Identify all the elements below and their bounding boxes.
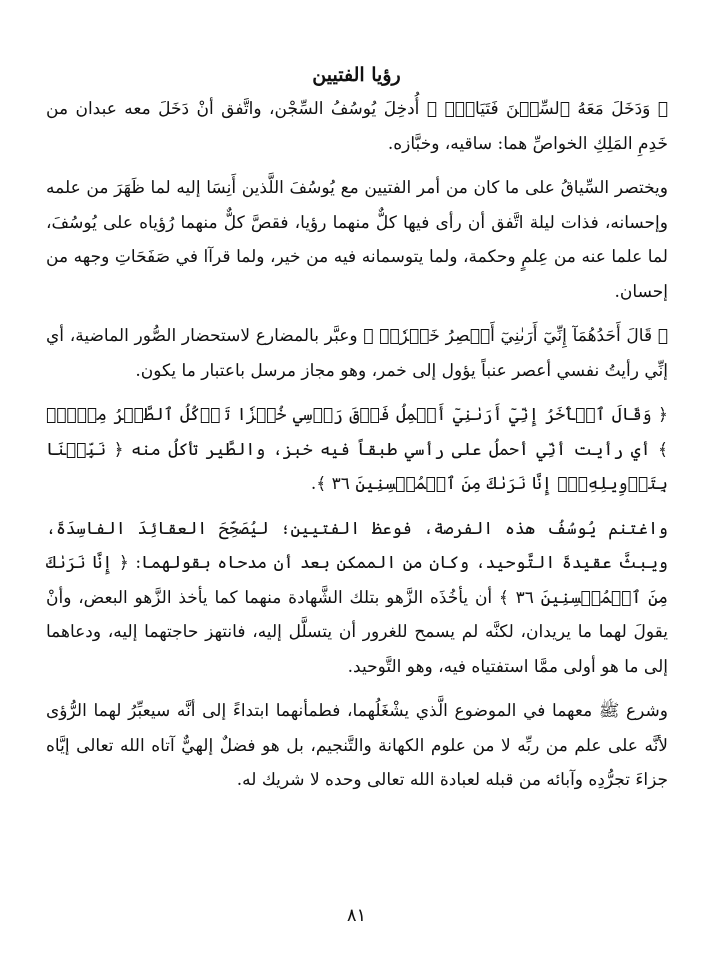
paragraph-2: ويختصر السِّياقُ على ما كان من أمر الفتيين مع يُوسُفَ اللَّذين أَنِسَا إليه لما ظَهَرَ من علمه وإحسانه، فذات ليلة اتَّفق أن رأى فيها كلٌّ منهما رؤيا، فقصَّ كلٌّ منهما رُؤياه على يُوسُفَ، لما علما عنه من عِلمٍ وحكمة، ولما يتوسمانه فيه من خير، ولما قرآا في صَفَحَاتِ وجهه من إحسان. [46, 178, 668, 302]
paragraph-3: ﴿ قَالَ أَحَدُهُمَآ إِنِّيٓ أَرَىٰنِيٓ أَعۡصِرُ خَمۡرٗاۖ ﴾ وعبَّر بالمضارع لاستحضار الصُّور الماضية، أي إنِّي رأيتُ نفسي أعصر عنباً يؤول إلى خمر، وهو مجاز مرسل باعتبار ما يكون. [46, 326, 668, 381]
paragraph-4: ﴿ وَقَالَ ٱلۡأٓخَرُ إِنِّيٓ أَرَىٰنِيٓ أَحۡمِلُ فَوۡقَ رَأۡسِي خُبۡزٗا تَأۡكُلُ ٱلطَّيۡرُ مِنۡهُۖ ﴾ أي رأيت أنِّي أحملُ على رأسي طبقاً فيه خبز، والطَّير تأكلُ منه ﴿ نَبِّئۡنَا بِتَأۡوِيلِهِۦٓۖ إِنَّا نَرَىٰكَ مِنَ ٱلۡمُحۡسِنِينَ ٣٦ ﴾. [46, 405, 668, 494]
page-number: ٨١ [346, 905, 367, 926]
paragraph-6: وشرع ﷺ معهما في الموضوع الَّذي يشْغَلُهما، فطمأنهما ابتداءً إلى أنَّه سيعبِّرُ لهما الرُّؤى لأنَّه على علم من ربِّه لا من علوم الكهانة والتَّنجيم، بل هو فضلٌ إلهيٌّ آتاه الله تعالى إيَّاه جزاءَ تجرُّدِه وآبائه من قبله لعبادة الله تعالى وحده لا شريك له. [46, 701, 668, 790]
paragraph-5: واغتنم يُوسُفُ هذه الفرصة، فوعظ الفتيين؛ ليُصَحِّحَ العقائِدَ الفاسِدَةَ، ويبثَّ عقيدةَ التَّوحيد، وكان من الممكن بعد أن مدحاه بقولهما: ﴿ إِنَّا نَرَىٰكَ مِنَ ٱلۡمُحۡسِنِينَ ٣٦ ﴾ أن يأخُذَه الزَّهو بتلك الشَّهادة منهما كما يأخذ الزَّهو البعض، وأنْ يقولَ لهما ما يريدان، لكنَّه لم يسمح للغرور أن يتسلَّل إليه، فانتهز حاجتهما إليه، ودعاهما إلى ما هو أولى ممَّا استفتياه فيه، وهو التَّوحيد. [46, 518, 668, 677]
page-body [46, 92, 668, 808]
section-heading: رؤيا الفتيين [312, 64, 401, 86]
paragraph-1: ﴿ وَدَخَلَ مَعَهُ ٱلسِّجۡنَ فَتَيَانِۖ ﴾ أُدخِلَ يُوسُفُ السِّجْن، واتَّفق أنْ دَخَلَ معه عبدان من خَدِمِ المَلِكِ الخواصِّ هما: ساقيه، وخبَّازه. [46, 99, 668, 154]
